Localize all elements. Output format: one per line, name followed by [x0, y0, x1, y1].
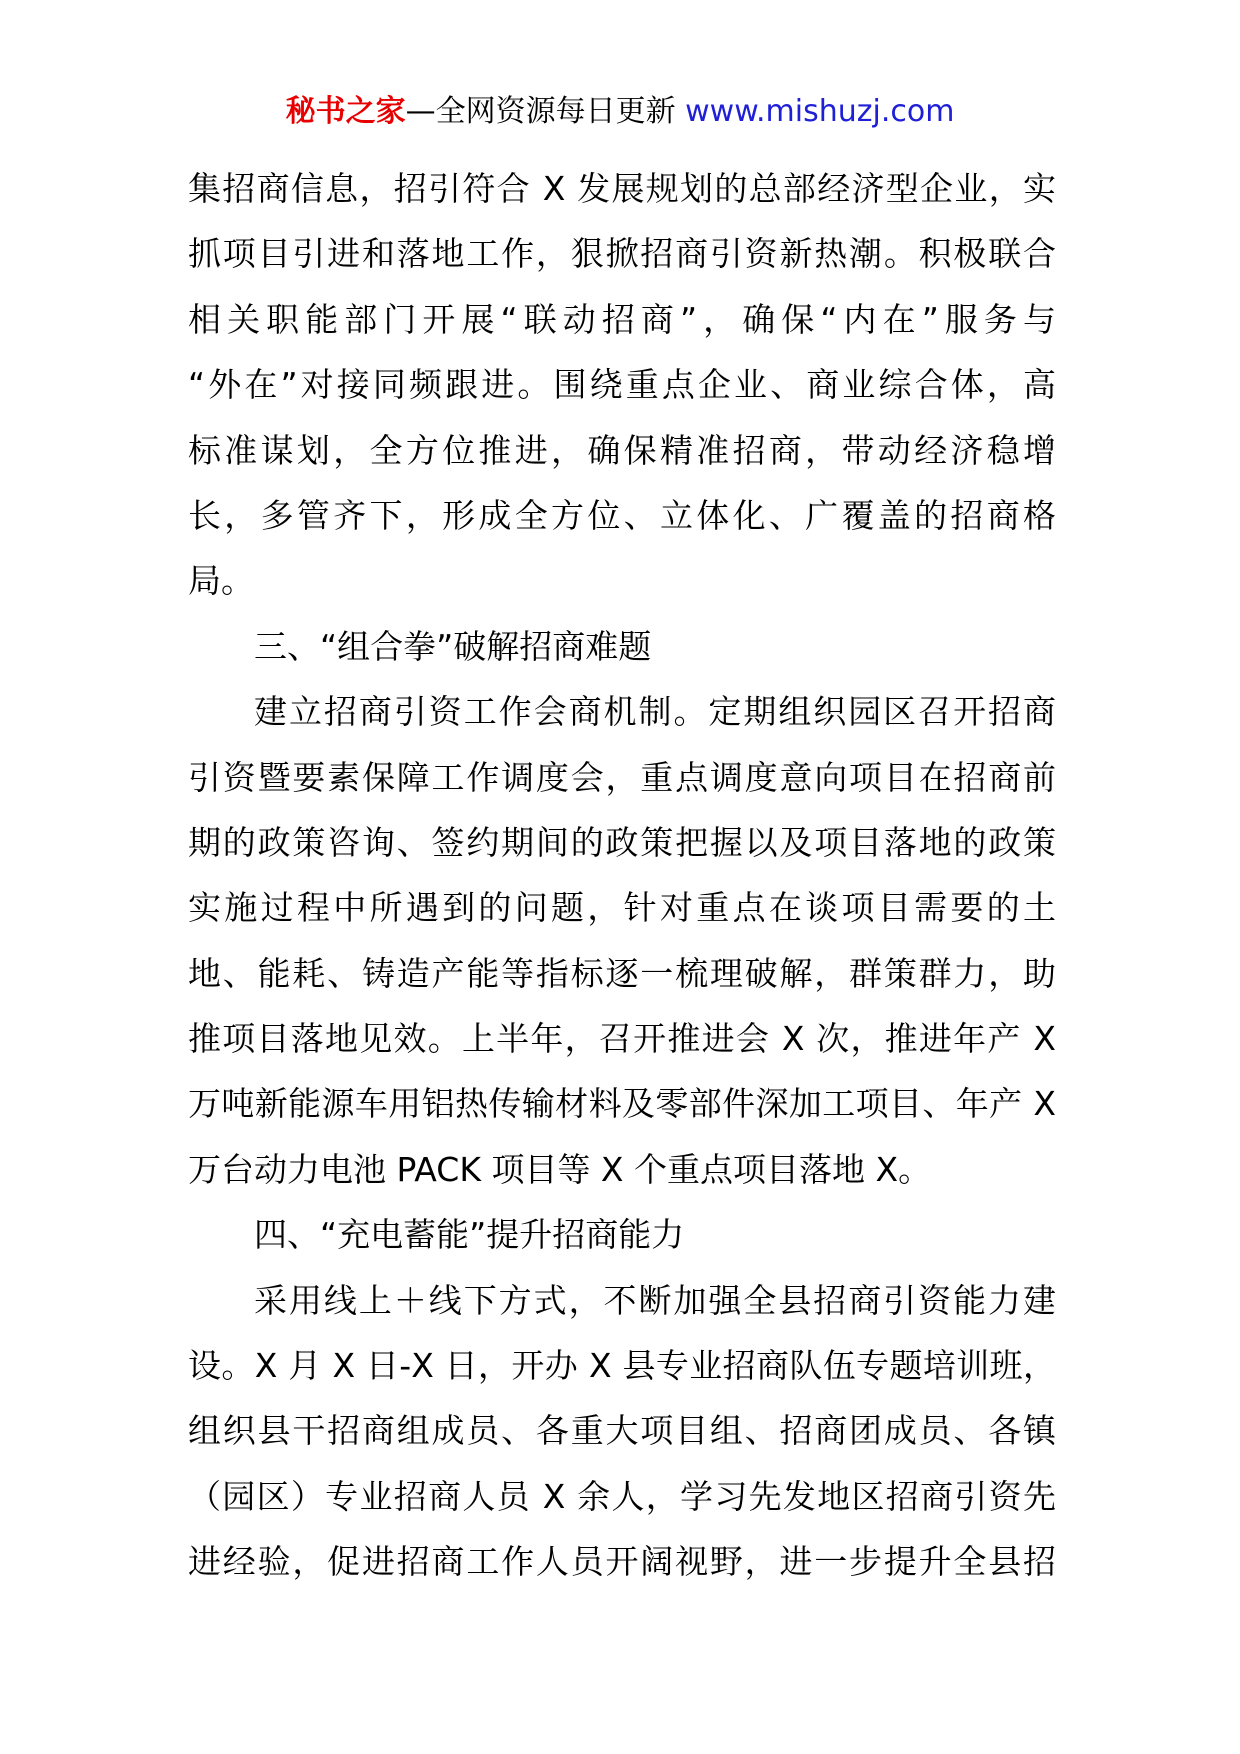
- text-line: 抓项目引进和落地工作，狠掀招商引资新热潮。积极联合: [188, 234, 1056, 274]
- text-line: 推项目落地见效。上半年，召开推进会 X 次，推进年产 X: [188, 1019, 1056, 1059]
- site-header: [0, 90, 1240, 134]
- text-line: 局。: [188, 561, 254, 601]
- text-line: 建立招商引资工作会商机制。定期组织园区召开招商: [254, 692, 1056, 732]
- text-line: 相关职能部门开展“联动招商”，确保“内在”服务与: [188, 299, 1056, 339]
- text-line: （园区）专业招商人员 X 余人，学习先发地区招商引资先: [188, 1476, 1056, 1516]
- text-line: 设。X 月 X 日-X 日，开办 X 县专业招商队伍专题培训班，: [188, 1346, 1056, 1386]
- text-line: 进经验，促进招商工作人员开阔视野，进一步提升全县招: [188, 1542, 1056, 1582]
- text-line: 标准谋划，全方位推进，确保精准招商，带动经济稳增: [188, 430, 1056, 470]
- header-slogan: —全网资源每日更新: [405, 94, 676, 129]
- text-line: “外在”对接同频跟进。围绕重点企业、商业综合体，高: [188, 365, 1056, 405]
- text-line: 长，多管齐下，形成全方位、立体化、广覆盖的招商格: [188, 495, 1056, 535]
- text-line: 集招商信息，招引符合 X 发展规划的总部经济型企业，实: [188, 169, 1056, 208]
- section-heading: 四、“充电蓄能”提升招商能力: [254, 1215, 685, 1255]
- brand-name: 秘书之家: [285, 94, 406, 129]
- site-url[interactable]: www.mishuzj.com: [685, 94, 955, 129]
- text-line: 万台动力电池 PACK 项目等 X 个重点项目落地 X。: [188, 1149, 932, 1189]
- section-heading: 三、“组合拳”破解招商难题: [254, 626, 652, 666]
- document-body: [188, 156, 1056, 1595]
- text-line: 地、能耗、铸造产能等指标逐一梳理破解，群策群力，助: [188, 953, 1056, 993]
- text-line: 实施过程中所遇到的问题，针对重点在谈项目需要的土: [188, 888, 1056, 928]
- text-line: 万吨新能源车用铝热传输材料及零部件深加工项目、年产 X: [188, 1084, 1056, 1124]
- text-line: 期的政策咨询、签约期间的政策把握以及项目落地的政策: [188, 822, 1056, 862]
- text-line: 采用线上＋线下方式，不断加强全县招商引资能力建: [254, 1280, 1056, 1320]
- text-line: 组织县干招商组成员、各重大项目组、招商团成员、各镇: [188, 1411, 1056, 1451]
- text-line: 引资暨要素保障工作调度会，重点调度意向项目在招商前: [188, 757, 1056, 797]
